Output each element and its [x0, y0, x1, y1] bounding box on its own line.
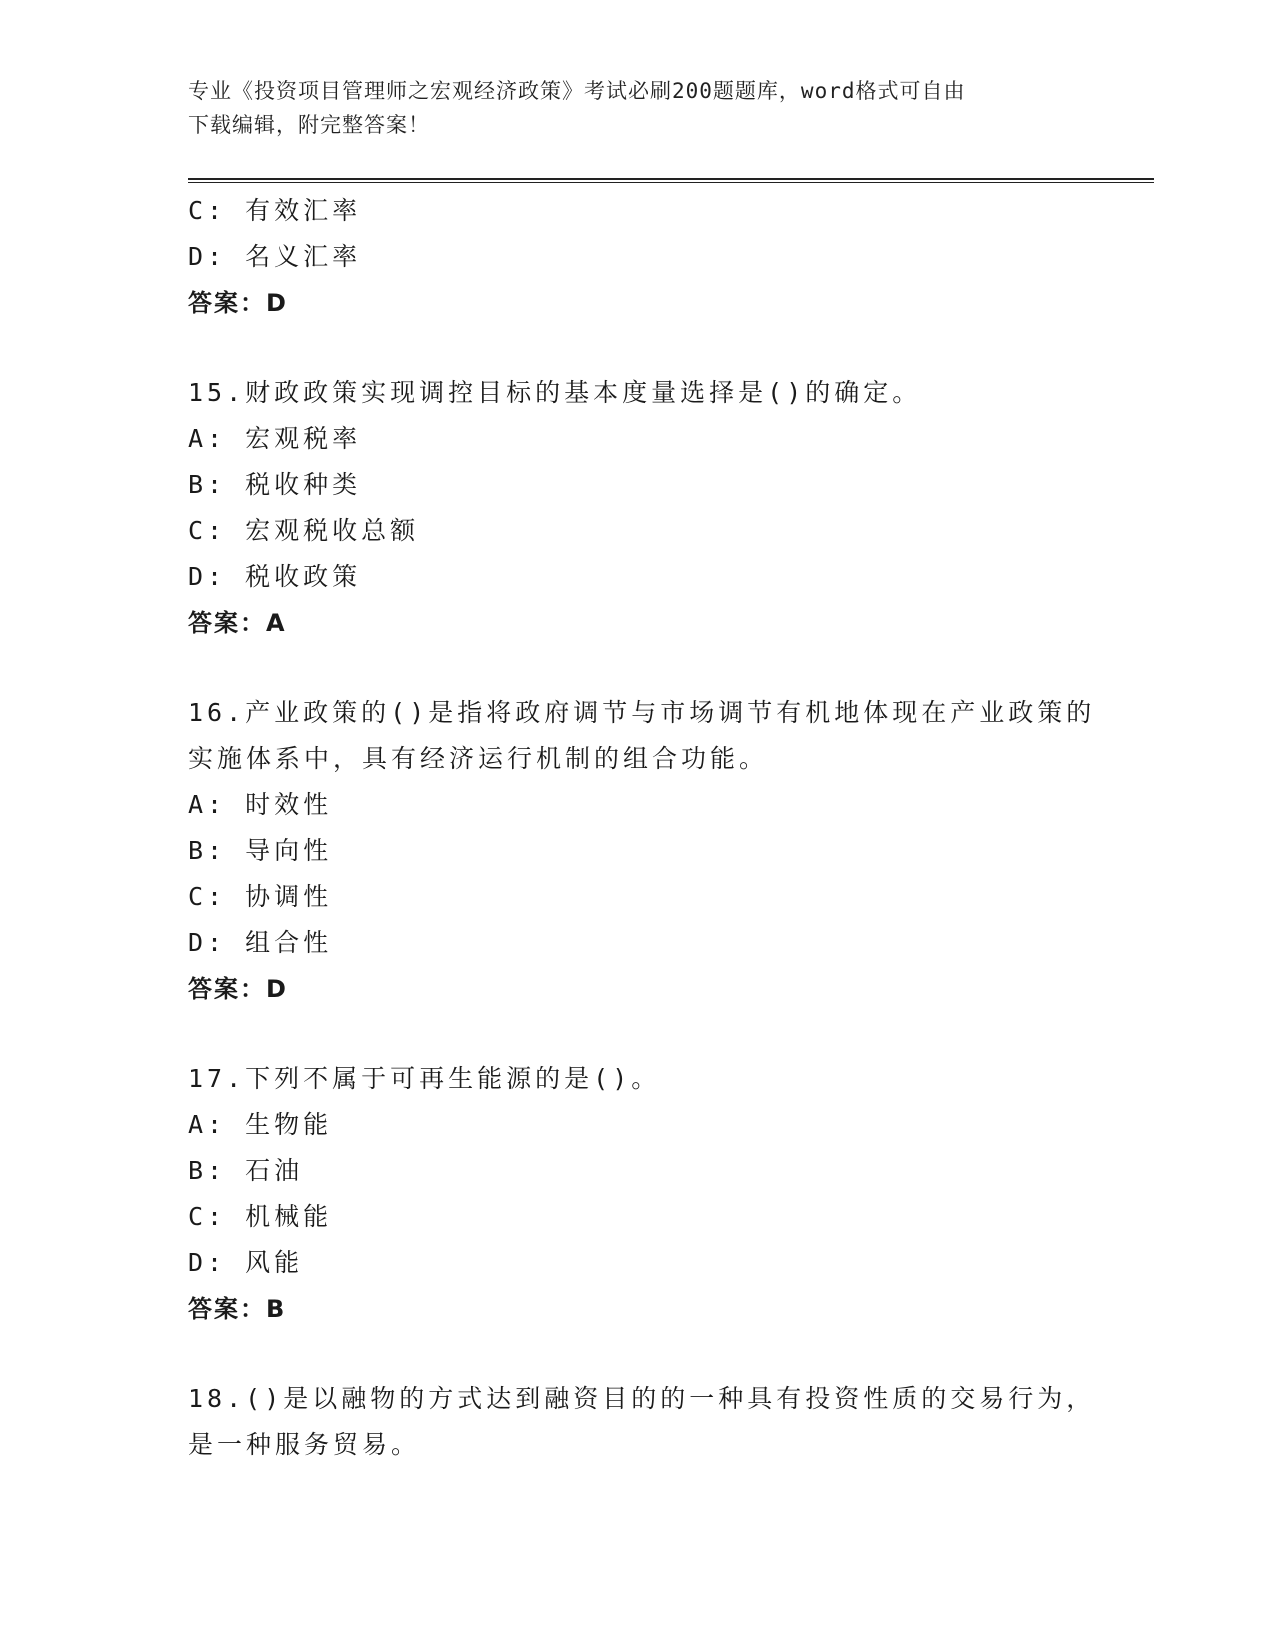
question-18 — [188, 1376, 1096, 1468]
option-text: 时效性 — [245, 790, 333, 819]
option-a — [188, 782, 1088, 828]
option-letter: C: — [188, 1202, 227, 1231]
option-b — [188, 462, 1088, 508]
option-text: 有效汇率 — [245, 196, 362, 225]
header-line-1: 专业《投资项目管理师之宏观经济政策》考试必刷200题题库，word格式可自由 — [188, 79, 966, 103]
question-17 — [188, 1056, 1088, 1332]
document-header — [188, 74, 1088, 142]
option-letter: A: — [188, 790, 227, 819]
option-text: 风能 — [245, 1248, 304, 1277]
option-d — [188, 1240, 1088, 1286]
option-d — [188, 234, 1088, 280]
option-text: 生物能 — [245, 1110, 333, 1139]
option-a — [188, 1102, 1088, 1148]
spacer — [188, 326, 1088, 370]
option-letter: A: — [188, 424, 227, 453]
option-letter: D: — [188, 1248, 227, 1277]
answer-line: 答案：B — [188, 1295, 287, 1323]
option-text: 宏观税率 — [245, 424, 362, 453]
option-letter: D: — [188, 562, 227, 591]
option-b — [188, 828, 1088, 874]
option-c — [188, 188, 1088, 234]
option-text: 协调性 — [245, 882, 333, 911]
option-letter: C: — [188, 516, 227, 545]
previous-question-block — [188, 188, 1088, 326]
answer-line: 答案：D — [188, 975, 288, 1003]
option-letter: B: — [188, 1156, 227, 1185]
option-d — [188, 920, 1088, 966]
option-letter: C: — [188, 882, 227, 911]
spacer — [188, 646, 1088, 690]
option-text: 税收政策 — [245, 562, 362, 591]
option-c — [188, 1194, 1088, 1240]
option-c — [188, 508, 1088, 554]
option-a — [188, 416, 1088, 462]
option-letter: B: — [188, 836, 227, 865]
question-16 — [188, 690, 1096, 1012]
option-text: 宏观税收总额 — [245, 516, 420, 545]
answer-line: 答案：D — [188, 289, 288, 317]
option-text: 导向性 — [245, 836, 333, 865]
option-letter: D: — [188, 242, 227, 271]
header-divider-thick — [188, 178, 1154, 180]
question-stem-line-2: 是一种服务贸易。 — [188, 1430, 421, 1459]
option-text: 税收种类 — [245, 470, 362, 499]
option-text: 名义汇率 — [245, 242, 362, 271]
option-text: 组合性 — [245, 928, 333, 957]
option-letter: A: — [188, 1110, 227, 1139]
question-15 — [188, 370, 1088, 646]
header-line-2: 下载编辑，附完整答案！ — [188, 113, 430, 137]
option-text: 机械能 — [245, 1202, 333, 1231]
question-content — [188, 188, 1096, 1468]
question-stem: 15.财政政策实现调控目标的基本度量选择是()的确定。 — [188, 378, 922, 407]
header-divider-thin — [188, 182, 1154, 183]
answer-line: 答案：A — [188, 609, 287, 637]
question-stem-line-1: 16.产业政策的()是指将政府调节与市场调节有机地体现在产业政策的 — [188, 698, 1096, 727]
option-d — [188, 554, 1088, 600]
option-c — [188, 874, 1088, 920]
option-text: 石油 — [245, 1156, 304, 1185]
option-letter: D: — [188, 928, 227, 957]
question-stem-line-1: 18.()是以融物的方式达到融资目的的一种具有投资性质的交易行为， — [188, 1384, 1096, 1413]
spacer — [188, 1332, 1088, 1376]
question-stem: 17.下列不属于可再生能源的是()。 — [188, 1064, 661, 1093]
option-letter: C: — [188, 196, 227, 225]
spacer — [188, 1012, 1088, 1056]
question-stem-line-2: 实施体系中，具有经济运行机制的组合功能。 — [188, 744, 769, 773]
option-letter: B: — [188, 470, 227, 499]
option-b — [188, 1148, 1088, 1194]
